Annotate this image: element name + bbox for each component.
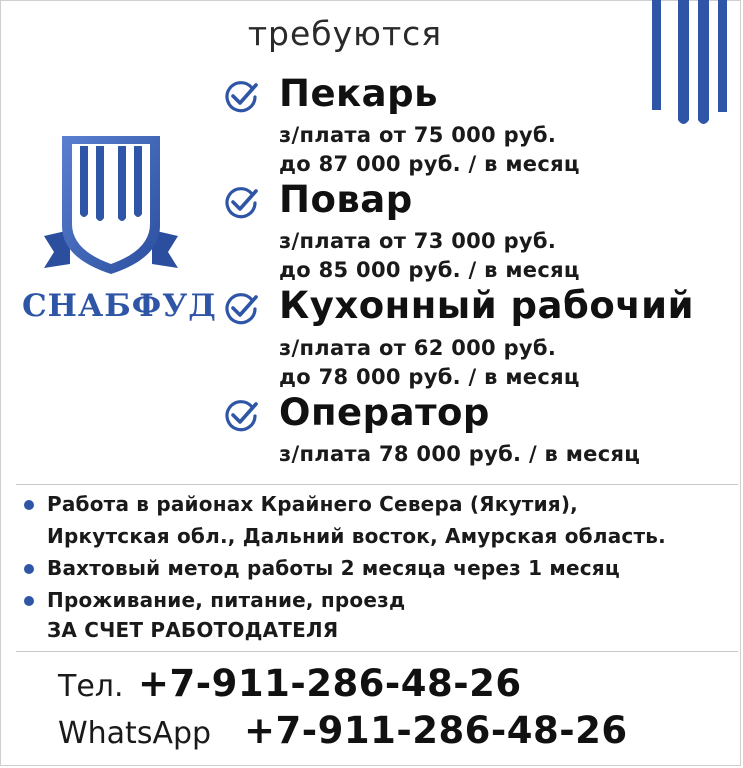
vacancy-title: Повар: [279, 178, 413, 221]
whatsapp-number[interactable]: +7-911-286-48-26: [244, 709, 628, 752]
bullet-icon: [24, 564, 34, 574]
check-circle-icon: [222, 184, 260, 222]
phone-label: Тел.: [58, 669, 124, 704]
check-circle-icon: [222, 290, 260, 328]
bullet-icon: [24, 500, 34, 510]
check-circle-icon: [222, 397, 260, 435]
whatsapp-label: WhatsApp: [58, 716, 212, 751]
condition-line: Иркутская обл., Дальний восток, Амурская область.: [47, 524, 666, 548]
check-circle-icon: [222, 78, 260, 116]
vacancy-title: Оператор: [279, 391, 490, 434]
page-heading: требуются: [247, 14, 443, 53]
section-divider: [16, 484, 738, 485]
vacancy-salary-line: з/плата от 75 000 руб.: [279, 123, 557, 147]
section-divider: [16, 651, 738, 652]
phone-number[interactable]: +7-911-286-48-26: [138, 662, 522, 705]
vacancy-salary-line: з/плата от 73 000 руб.: [279, 229, 557, 253]
fork-tines-decoration-icon: [648, 0, 728, 128]
vacancy-title: Кухонный рабочий: [279, 284, 694, 327]
vacancy-salary-line: до 85 000 руб. / в месяц: [279, 258, 580, 282]
shield-fork-logo-icon: [40, 128, 182, 278]
condition-line: Вахтовый метод работы 2 месяца через 1 месяц: [47, 556, 620, 580]
vacancy-title: Пекарь: [279, 72, 439, 115]
condition-line: ЗА СЧЕТ РАБОТОДАТЕЛЯ: [47, 618, 339, 642]
condition-line: Проживание, питание, проезд: [47, 588, 406, 612]
condition-line: Работа в районах Крайнего Севера (Якутия),: [47, 492, 578, 516]
bullet-icon: [24, 596, 34, 606]
brand-name: СНАБФУД: [22, 288, 217, 324]
vacancy-salary-line: до 87 000 руб. / в месяц: [279, 152, 580, 176]
vacancy-salary-line: до 78 000 руб. / в месяц: [279, 365, 580, 389]
vacancy-salary-line: з/плата 78 000 руб. / в месяц: [279, 442, 641, 466]
vacancy-salary-line: з/плата от 62 000 руб.: [279, 336, 557, 360]
